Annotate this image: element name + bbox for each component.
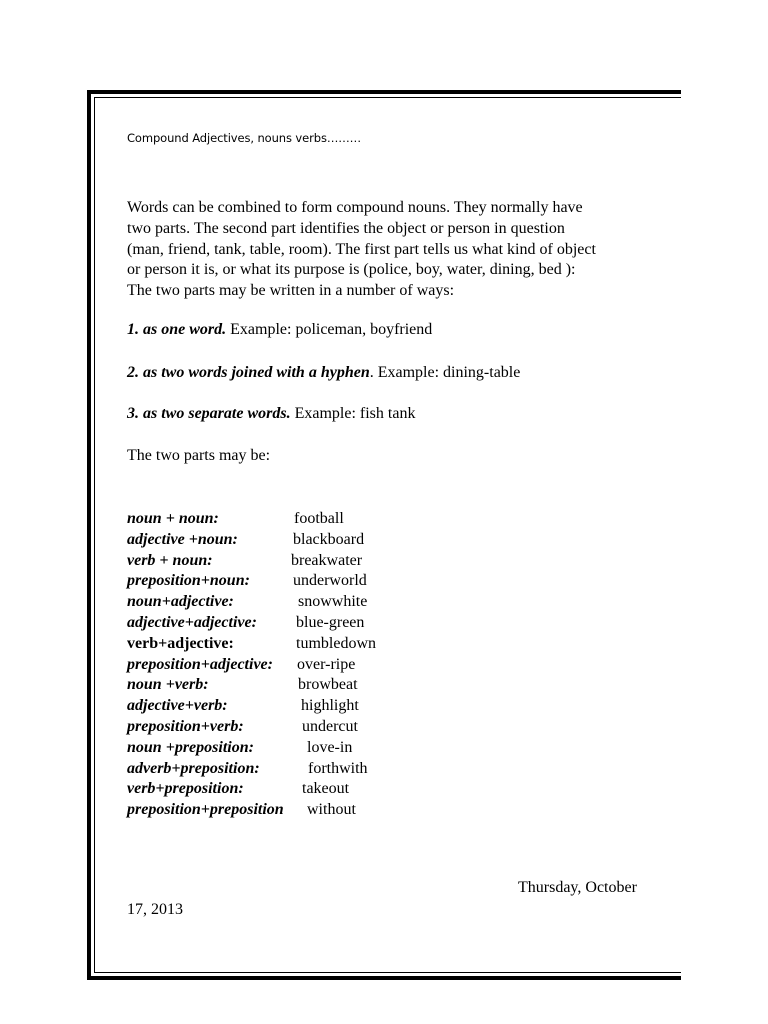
pattern-label: noun +verb: bbox=[127, 676, 209, 694]
example-word: highlight bbox=[301, 697, 359, 715]
example-word: browbeat bbox=[298, 676, 358, 694]
footer-date-line2: 17, 2013 bbox=[127, 901, 183, 918]
pattern-label: adjective+adjective: bbox=[127, 613, 257, 631]
example-word: breakwater bbox=[291, 551, 363, 569]
example-word: underworld bbox=[293, 572, 367, 590]
intro-line: (man, friend, tank, table, room). The first part tells us what kind of object bbox=[127, 240, 596, 258]
pattern-label: verb+preposition: bbox=[127, 780, 244, 798]
way-one-word bbox=[127, 321, 432, 339]
way-label: 2. as two words joined with a hyphen bbox=[127, 364, 370, 381]
way-label: 1. as one word. bbox=[127, 321, 227, 338]
pattern-label: adjective +noun: bbox=[127, 530, 238, 548]
pattern-label: preposition+verb: bbox=[127, 717, 244, 735]
way-hyphen bbox=[127, 364, 520, 382]
example-word: over-ripe bbox=[297, 655, 356, 673]
pattern-label: noun + noun: bbox=[127, 510, 219, 527]
example-word: takeout bbox=[302, 780, 350, 798]
example-word: love-in bbox=[307, 738, 353, 756]
way-example: Example: fish tank bbox=[290, 405, 416, 422]
pattern-label: verb+adjective: bbox=[127, 634, 234, 652]
pattern-label: preposition+preposition bbox=[127, 801, 284, 819]
intro-paragraph bbox=[127, 198, 657, 302]
combinations-lead: The two parts may be: bbox=[127, 447, 271, 464]
example-word: blackboard bbox=[293, 530, 365, 548]
pattern-label: noun +preposition: bbox=[127, 738, 254, 756]
example-word: tumbledown bbox=[296, 634, 376, 652]
footer-date-line1: Thursday, October bbox=[518, 879, 637, 896]
intro-line: The two parts may be written in a number of ways: bbox=[127, 282, 455, 300]
example-word: blue-green bbox=[296, 613, 365, 631]
pattern-label: preposition+noun: bbox=[127, 572, 250, 590]
pattern-label: preposition+adjective: bbox=[127, 655, 273, 673]
intro-line: or person it is, or what its purpose is (police, boy, water, dining, bed ): bbox=[127, 261, 576, 279]
way-label: 3. as two separate words. bbox=[127, 405, 291, 422]
way-example: Example: policeman, boyfriend bbox=[226, 321, 433, 338]
pattern-label: adverb+preposition: bbox=[127, 759, 260, 777]
example-word: snowwhite bbox=[298, 593, 368, 611]
example-word: without bbox=[307, 801, 356, 819]
pattern-label: verb + noun: bbox=[127, 551, 213, 569]
document-heading: Compound Adjectives, nouns verbs……… bbox=[127, 131, 362, 145]
intro-line: Words can be combined to form compound nouns. They normally have bbox=[127, 199, 583, 216]
way-example: . Example: dining-table bbox=[369, 364, 521, 381]
example-word: football bbox=[294, 510, 344, 527]
intro-line: two parts. The second part identifies the object or person in question bbox=[127, 219, 565, 237]
example-word: undercut bbox=[302, 717, 358, 735]
pattern-label: adjective+verb: bbox=[127, 697, 228, 715]
example-word: forthwith bbox=[308, 759, 368, 777]
pattern-label: noun+adjective: bbox=[127, 593, 234, 611]
way-separate bbox=[127, 405, 415, 423]
